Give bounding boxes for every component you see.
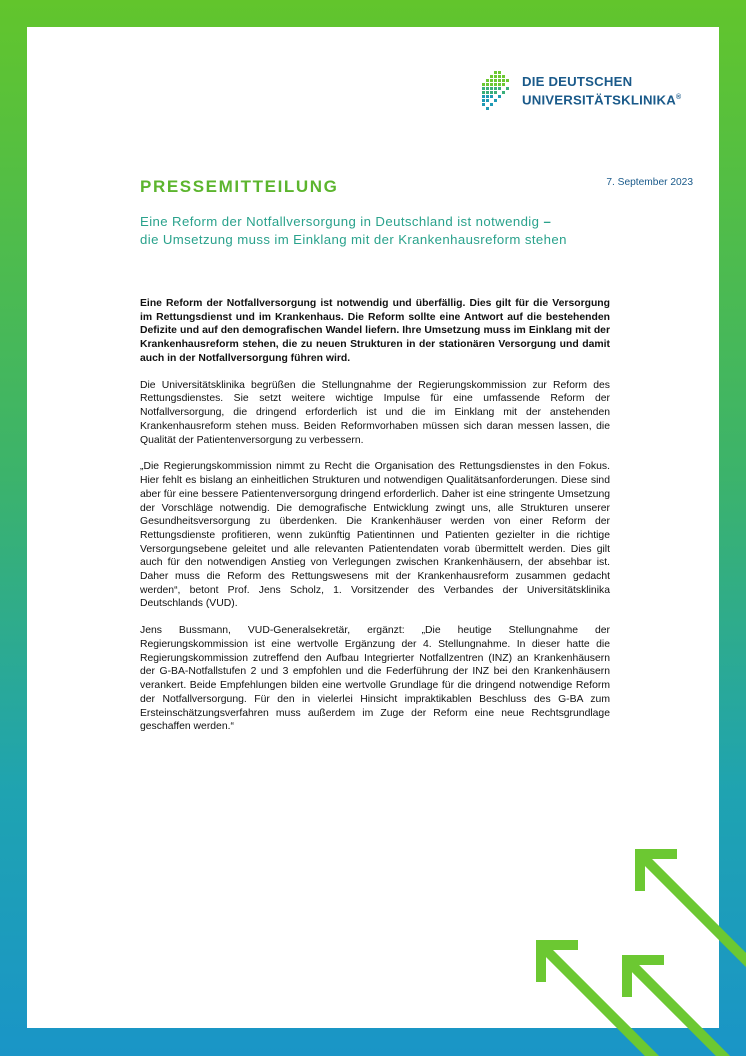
subtitle-line1: Eine Reform der Notfallversorgung in Deutschland ist notwendig	[140, 214, 540, 229]
body-paragraph-2: „Die Regierungskommission nimmt zu Recht die Organisation des Rettungsdienstes in den Fokus. Hier fehlt es bislang an einheitlichen Strukturen und notwendigen Qualitätsanforderungen. Diese sind aber für eine bessere Patientenversorgung dringend erforderlich. Daher ist eine stringente Umsetzung der Vorschläge notwendig. Die demografische Entwicklung zwingt uns, alle Strukturen unserer Gesundheitsversorgung zu überdenken. Die Krankenhäuser werden von einer Reform der Rettungsdienste profitieren, wenn zukünftig Patientinnen und Patienten gezielter in die richtige Versorgungsebene geleitet und alle relevanten Patientendaten vorab übermittelt werden. Dies gilt auch für den notwendigen Anstieg von Verlegungen zwischen Krankenhäusern, der absehbar ist. Daher muss die Reform des Rettungswesens mit der Krankenhausreform zusammen gedacht werden“, betont Prof. Jens Scholz, 1. Vorsitzender des Verbandes der Universitätsklinika Deutschlands (VUD).	[140, 461, 610, 610]
logo-grid-icon	[482, 71, 512, 111]
registered-mark: ®	[676, 93, 682, 101]
logo-line2-text: UNIVERSITÄTSKLINIKA	[522, 92, 676, 108]
logo-line1: DIE DEUTSCHEN	[522, 73, 633, 89]
press-release-body	[140, 297, 610, 747]
logo-line2	[522, 90, 681, 108]
press-release-label: PRESSEMITTEILUNG	[140, 177, 339, 196]
body-paragraph-3: Jens Bussmann, VUD-Generalsekretär, ergänzt: „Die heutige Stellungnahme der Regierungskommission ist eine wertvolle Ergänzung der 4. Stellungnahme. In dieser hatte die Regierungskommission zutreffend den Aufbau Integrierter Notfallzentren (INZ) an Krankenhäusern der G-BA-Notfallstufen 2 und 3 empfohlen und die Federführung der INZ bei den Krankenhäusern verankert. Beide Empfehlungen bilden eine wertvolle Grundlage für die dringend notwendige Reform der Notfallversorgung. Für den in vielerlei Hinsicht impraktikablen Beschluss des G-BA zum Ersteinschätzungsverfahren muss außerdem im Zuge der Reform eine neue Rechtsgrundlage geschaffen werden.“	[140, 625, 610, 733]
press-release-subtitle	[140, 213, 640, 249]
lead-paragraph: Eine Reform der Notfallversorgung ist notwendig und überfällig. Dies gilt für die Versorgung im Rettungsdienst und im Krankenhaus. Die Reform sollte eine Antwort auf die bestehenden Defizite und auf den demografischen Wandel liefern. Ihre Umsetzung muss im Einklang mit der Krankenhausreform stehen, die zu neuen Strukturen in der stationären Versorgung und damit auch in der Notfallversorgung führen wird.	[140, 298, 610, 364]
logo-wordmark	[522, 74, 681, 108]
logo	[482, 71, 681, 111]
subtitle-dash: –	[543, 214, 552, 229]
body-paragraph-1: Die Universitätsklinika begrüßen die Stellungnahme der Regierungskommission zur Reform des Rettungsdienstes. Sie setzt weitere wichtige Impulse für eine umfassende Reform der Notfallversorgung, die dringend erforderlich ist und die im Einklang mit der anstehenden Krankenhausreform stehen muss. Beiden Reformvorhaben müssen sich daran messen lassen, die Qualität der Patientenversorgung zu verbessern.	[140, 379, 610, 446]
release-date: 7. September 2023	[606, 177, 693, 188]
subtitle-line2: die Umsetzung muss im Einklang mit der Krankenhausreform stehen	[140, 232, 567, 247]
document-page	[27, 27, 719, 1028]
